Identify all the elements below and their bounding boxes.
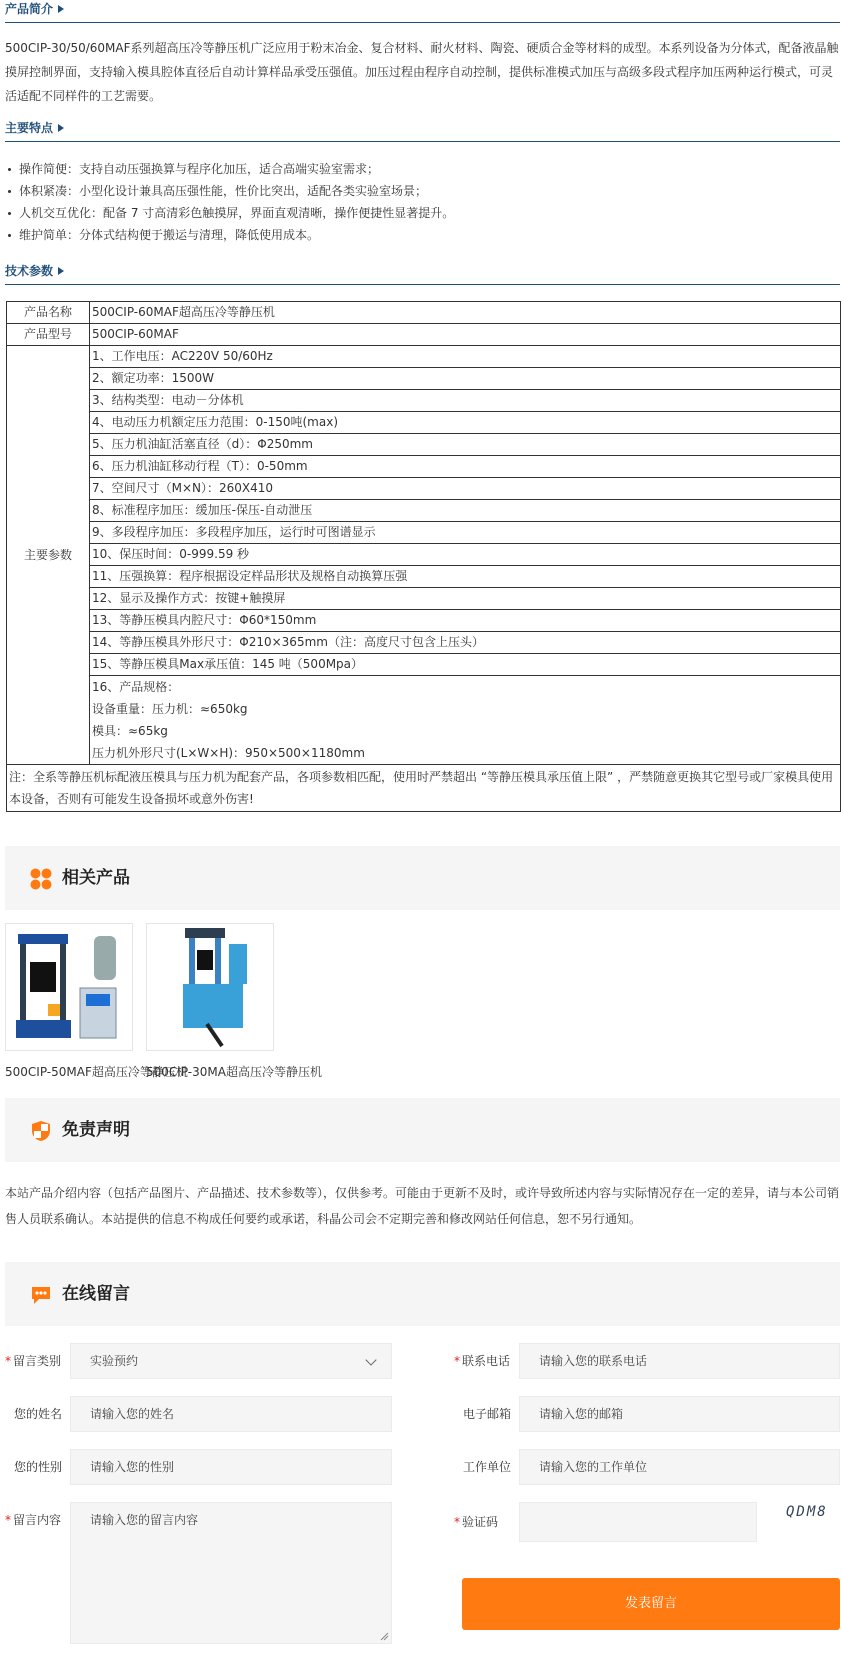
table-row [7,324,841,346]
company-input[interactable]: 请输入您的工作单位 [519,1449,840,1485]
spec-param: 10、保压时间：0-999.59 秒 [90,544,841,566]
feature-item: 维护简单：分体式结构便于搬运与清理，降低使用成本。 [5,224,840,246]
content-textarea[interactable]: 请输入您的留言内容 [70,1502,392,1644]
spec-param: 3、结构类型：电动－分体机 [90,390,841,412]
spec-key: 产品名称 [7,302,90,324]
intro-heading [5,0,840,23]
table-row [7,566,841,588]
name-input[interactable]: 请输入您的姓名 [70,1396,392,1432]
form-heading-bar [5,1262,840,1326]
spec-note: 注：全系等静压机标配液压模具与压力机为配套产品，各项参数相匹配，使用时严禁超出 “等静压模具承压值上限” ，严禁随意更换其它型号或厂家模具使用本设备，否则有可能发生设备损坏或意外伤害! [7,765,841,812]
spec-param: 5、压力机油缸活塞直径（d）：Φ250mm [90,434,841,456]
spec-param: 7、空间尺寸（M×N）：260X410 [90,478,841,500]
name-label: 您的姓名 [14,1407,63,1421]
submit-button[interactable]: 发表留言 [462,1578,840,1630]
spec-param: 12、显示及操作方式：按键+触摸屏 [90,588,841,610]
category-select[interactable]: 实验预约 [70,1343,392,1379]
press-machine-icon [6,924,132,1050]
spec-table [6,301,841,812]
category-label: * 留言类别 [5,1354,62,1368]
table-row [7,588,841,610]
bullet-icon [8,190,11,193]
product-image[interactable] [5,923,133,1051]
spec-param: 2、额定功率：1500W [90,368,841,390]
table-row [7,346,841,368]
captcha-label: * 验证码 [454,1515,499,1529]
table-row [7,676,841,765]
product-name[interactable]: 500CIP-50MAF超高压冷等静压机 [5,1065,188,1079]
features-heading [5,119,840,142]
bullet-icon [8,168,11,171]
triangle-right-icon [58,124,64,132]
feature-item: 操作简便：支持自动压强换算与程序化加压，适合高端实验室需求； [5,158,840,180]
features-title: 主要特点 [5,121,54,135]
related-product-card[interactable] [5,923,188,1080]
table-row [7,500,841,522]
form-title: 在线留言 [62,1284,130,1304]
company-label: 工作单位 [463,1460,512,1474]
disclaimer-title: 免责声明 [62,1120,130,1140]
spec-param: 1、工作电压：AC220V 50/60Hz [90,346,841,368]
table-row [7,412,841,434]
table-row [7,456,841,478]
spec-value: 500CIP-60MAF超高压冷等静压机 [90,302,841,324]
table-row [7,544,841,566]
message-icon [30,1284,52,1306]
table-row [7,368,841,390]
feature-item: 体积紧凑：小型化设计兼具高压强性能，性价比突出，适配各类实验室场景； [5,180,840,202]
triangle-right-icon [58,267,64,275]
spec-param: 15、等静压模具Max承压值：145 吨（500Mpa） [90,654,841,676]
intro-title: 产品简介 [5,2,54,16]
spec-key-main: 主要参数 [7,346,90,765]
spec-param: 8、标准程序加压：缓加压-保压-自动泄压 [90,500,841,522]
spec-param: 6、压力机油缸移动行程（T）：0-50mm [90,456,841,478]
spec-param: 4、电动压力机额定压力范围：0-150吨(max) [90,412,841,434]
table-row [7,610,841,632]
table-row [7,302,841,324]
bullet-icon [8,212,11,215]
spec-param-16: 16、产品规格： 设备重量：压力机：≈650kg 模具：≈65kg 压力机外形尺寸(L×W×H)：950×500×1180mm [90,676,841,765]
email-label: 电子邮箱 [463,1407,512,1421]
features-list [5,158,840,246]
table-row [7,765,841,812]
resize-handle-icon[interactable] [379,1631,389,1641]
spec-param: 11、压强换算：程序根据设定样品形状及规格自动换算压强 [90,566,841,588]
table-row [7,478,841,500]
content-label: * 留言内容 [5,1513,62,1527]
chevron-down-icon [365,1354,376,1365]
table-row [7,522,841,544]
bullet-icon [8,234,11,237]
shield-icon [30,1120,52,1142]
specs-heading [5,262,840,285]
press-machine-icon [147,924,273,1050]
feature-item: 人机交互优化：配备 7 寸高清彩色触摸屏，界面直观清晰，操作便捷性显著提升。 [5,202,840,224]
gender-label: 您的性别 [14,1460,63,1474]
table-row [7,654,841,676]
disclaimer-text: 本站产品介绍内容（包括产品图片、产品描述、技术参数等），仅供参考。可能由于更新不及时，或许导致所述内容与实际情况存在一定的差异，请与本公司销售人员联系确认。本站提供的信息不构成任何要约或承诺，科晶公司会不定期完善和修改网站任何信息，恕不另行通知。 [5,1186,840,1226]
grid-icon [30,868,52,890]
intro-text: 500CIP-30/50/60MAF系列超高压冷等静压机广泛应用于粉末冶金、复合材料、耐火材料、陶瓷、硬质合金等材料的成型。本系列设备为分体式，配备液晶触摸屏控制界面，支持输入模具腔体直径后自动计算样品承受压强值。加压过程由程序自动控制，提供标准模式加压与高级多段式程序加压两种运行模式，可灵活适配不同样件的工艺需要。 [5,41,839,103]
related-product-card[interactable] [146,923,322,1080]
spec-param: 9、多段程序加压：多段程序加压，运行时可图谱显示 [90,522,841,544]
disclaimer-heading-bar [5,1098,840,1162]
captcha-image[interactable]: QDM8 [786,1504,828,1520]
product-image[interactable] [146,923,274,1051]
spec-key: 产品型号 [7,324,90,346]
product-name[interactable]: 500CIP-30MA超高压冷等静压机 [146,1065,322,1079]
spec-value: 500CIP-60MAF [90,324,841,346]
table-row [7,390,841,412]
gender-input[interactable]: 请输入您的性别 [70,1449,392,1485]
specs-title: 技术参数 [5,264,54,278]
related-title: 相关产品 [62,868,130,888]
phone-label: * 联系电话 [454,1354,511,1368]
table-row [7,632,841,654]
captcha-input[interactable] [519,1502,757,1542]
triangle-right-icon [58,5,64,13]
spec-param: 14、等静压模具外形尺寸：Φ210×365mm（注：高度尺寸包含上压头） [90,632,841,654]
spec-param: 13、等静压模具内腔尺寸：Φ60*150mm [90,610,841,632]
related-heading-bar [5,846,840,910]
phone-input[interactable]: 请输入您的联系电话 [519,1343,840,1379]
table-row [7,434,841,456]
email-input[interactable]: 请输入您的邮箱 [519,1396,840,1432]
